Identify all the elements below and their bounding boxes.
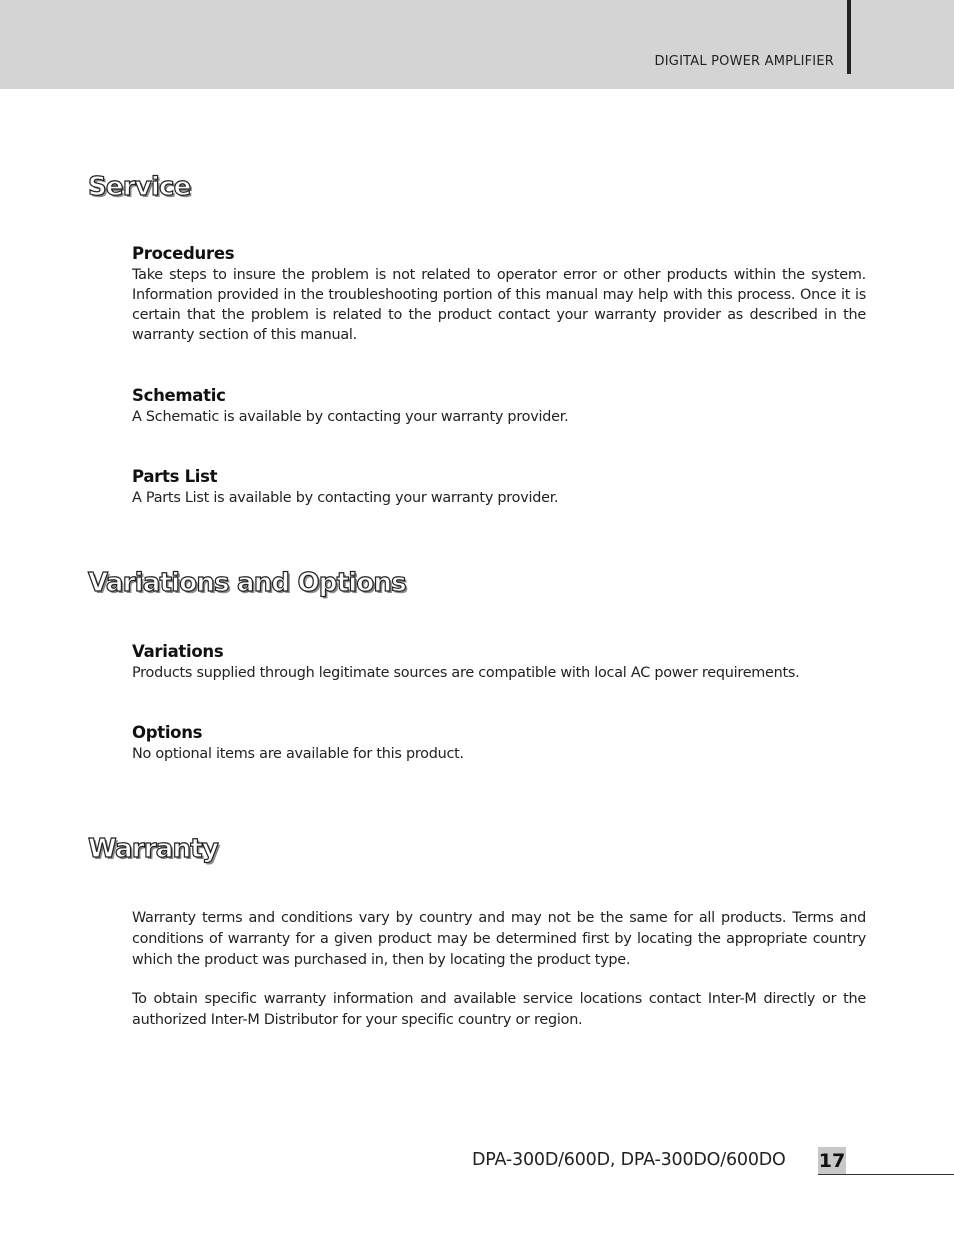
subsection-variations [132, 642, 866, 683]
footer-model-name: DPA-300D/600D, DPA-300DO/600DO [472, 1150, 786, 1170]
section-title-variations-options: Variations and Options [88, 568, 406, 598]
subsection-procedures [132, 244, 866, 345]
section-title-warranty: Warranty [88, 834, 218, 864]
section-title-service: Service [88, 172, 191, 202]
header-divider [847, 0, 851, 74]
subsection-parts-list [132, 467, 866, 508]
page-number: 17 [818, 1147, 846, 1174]
warranty-paragraph: Warranty terms and conditions vary by country and may not be the same for all products. Terms and conditions of warranty for a given product may be determined first by locating the appropriate country which the product was purchased in, then by locating the product type. [132, 910, 866, 968]
header-band [0, 0, 954, 89]
footer-divider [818, 1174, 954, 1175]
subsection-body-variations: Products supplied through legitimate sources are compatible with local AC power requirements. [132, 665, 800, 681]
subsection-body-parts-list: A Parts List is available by contacting your warranty provider. [132, 490, 559, 506]
subsection-body-schematic: A Schematic is available by contacting your warranty provider. [132, 409, 569, 425]
subsection-title-parts-list: Parts List [132, 467, 218, 486]
subsection-title-schematic: Schematic [132, 386, 226, 405]
subsection-options [132, 723, 866, 764]
header-title: DIGITAL POWER AMPLIFIER [654, 54, 834, 69]
subsection-title-variations: Variations [132, 642, 224, 661]
subsection-title-options: Options [132, 723, 203, 742]
subsection-body-options: No optional items are available for this product. [132, 746, 464, 762]
subsection-body-procedures: Take steps to insure the problem is not related to operator error or other products within the system. Information provided in the troubleshooting portion of this manual may help with this process. Once it is certain that the problem is related to the product contact your warranty provider as described in the warranty section of this manual. [132, 267, 866, 343]
subsection-schematic [132, 386, 866, 427]
subsection-title-procedures: Procedures [132, 244, 235, 263]
warranty-paragraph: To obtain specific warranty information and available service locations contact Inter-M directly or the authorized Inter-M Distributor for your specific country or region. [132, 991, 866, 1028]
